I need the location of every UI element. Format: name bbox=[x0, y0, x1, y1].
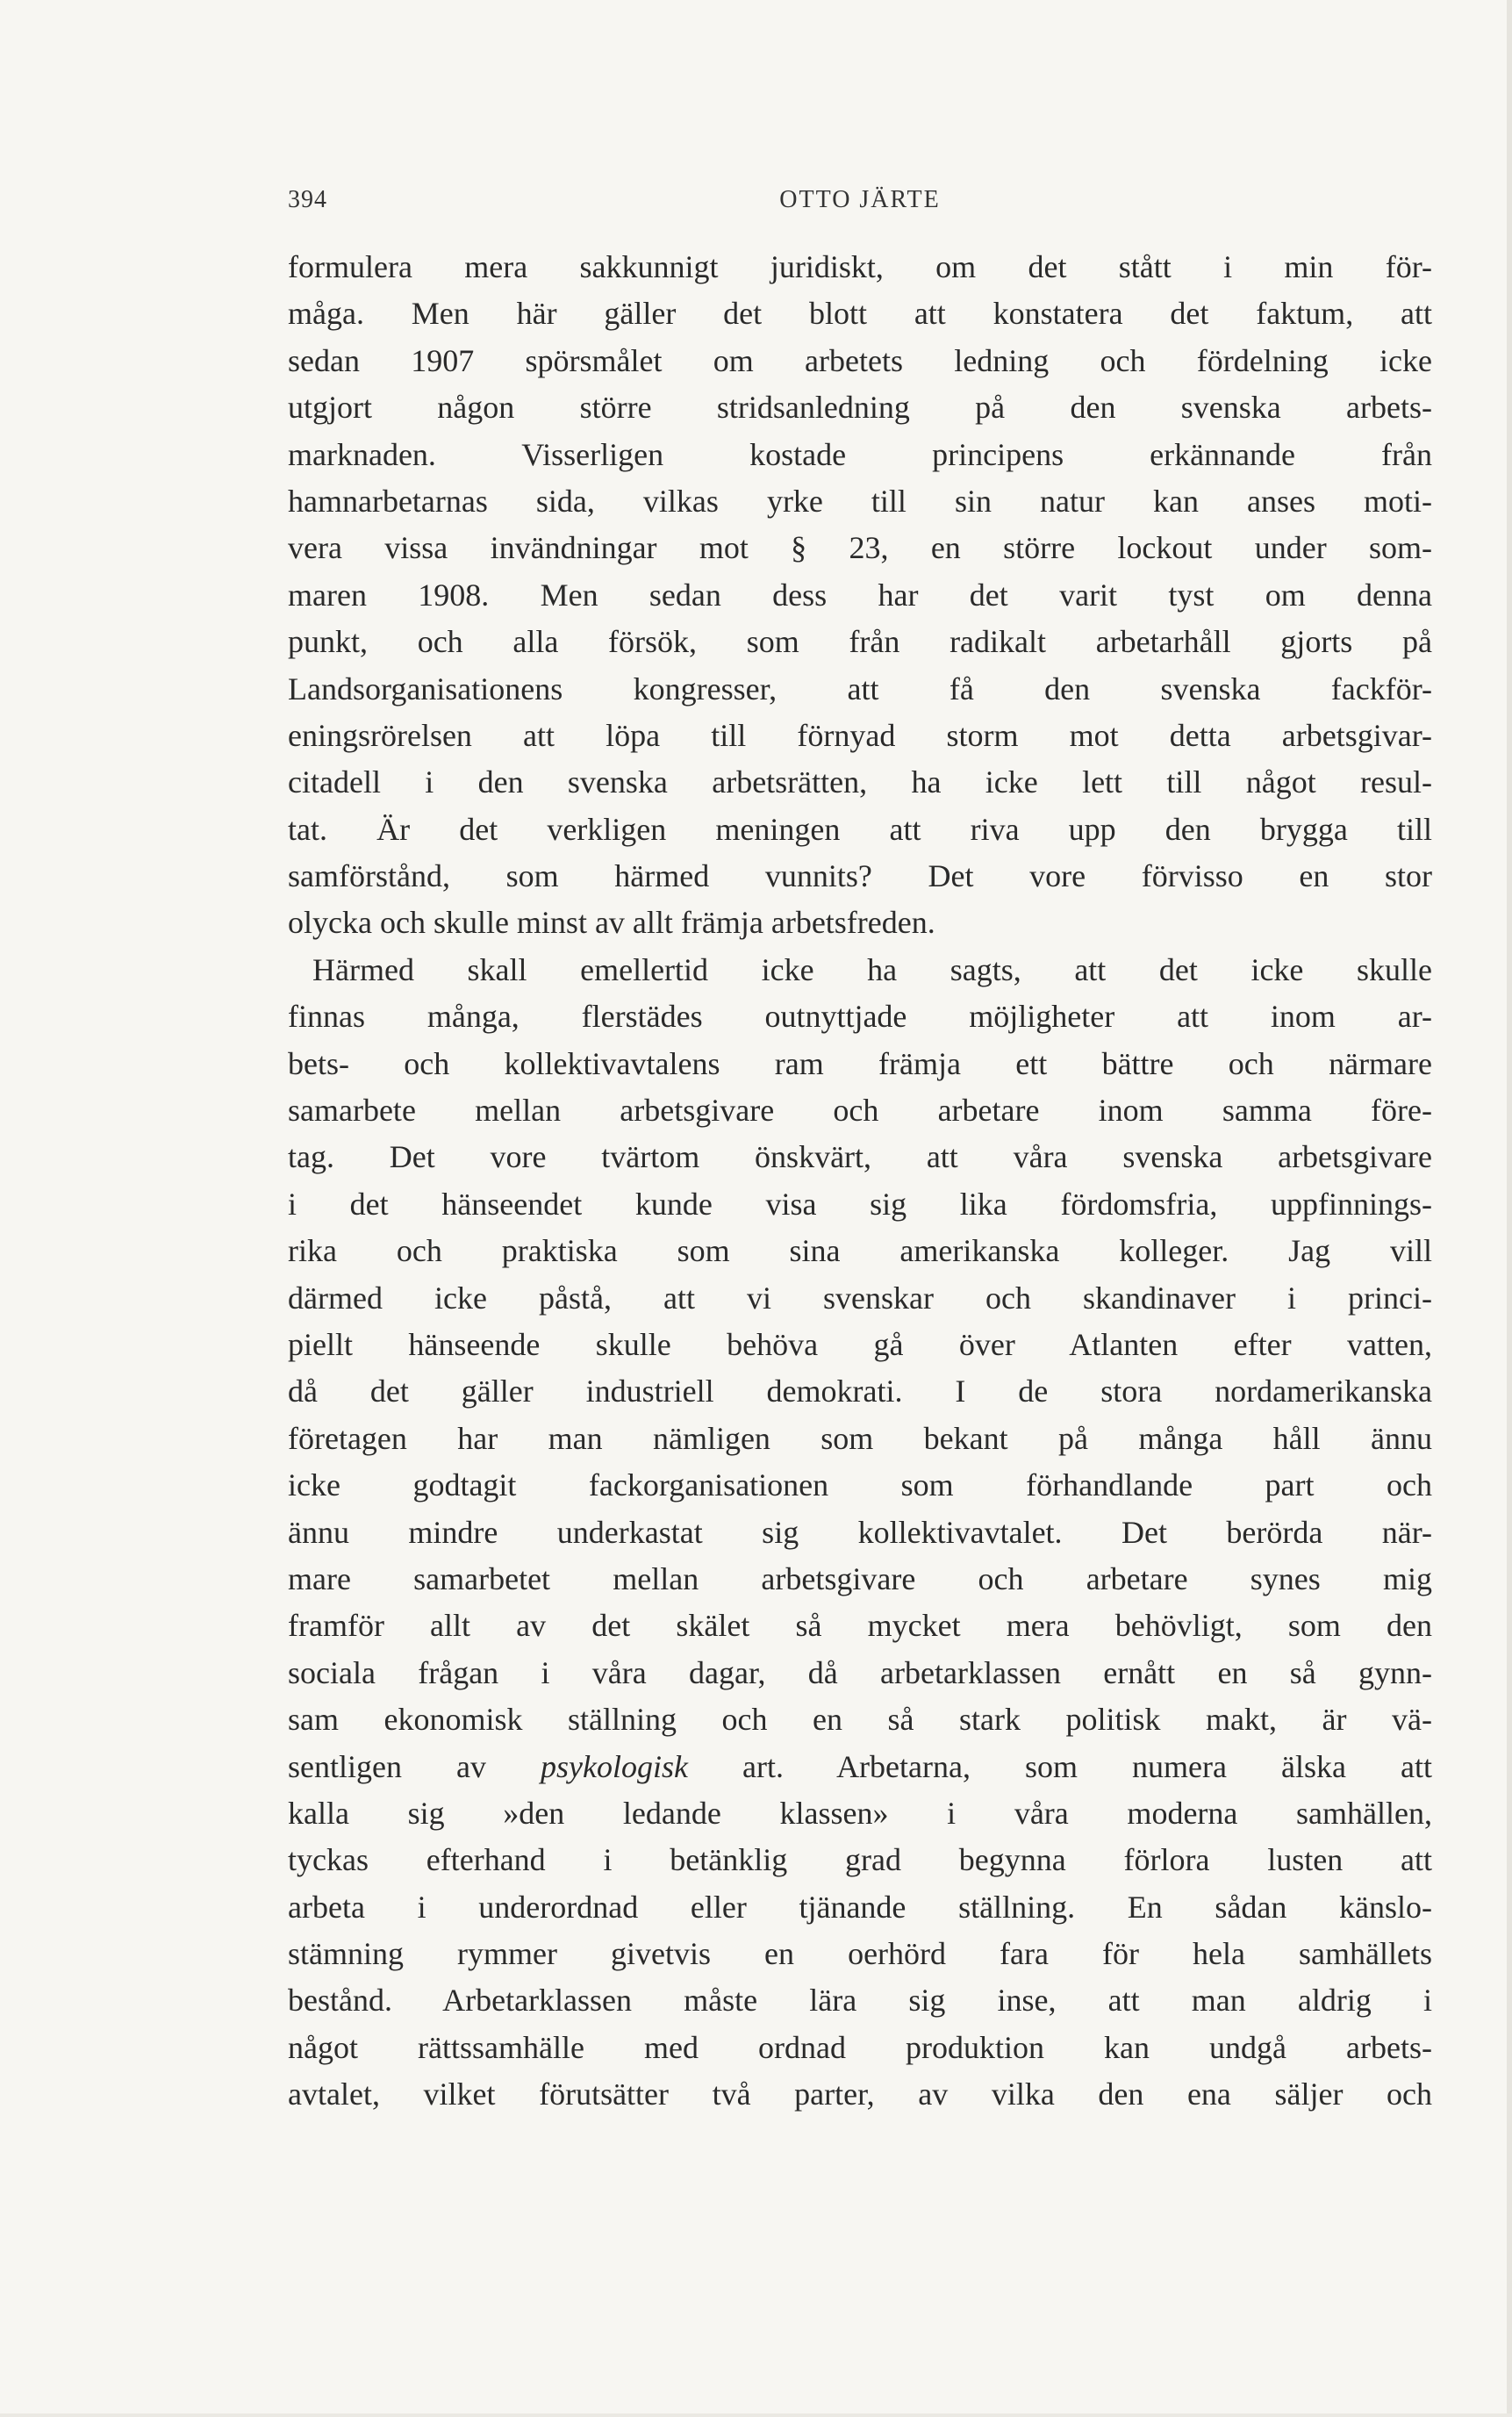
page-edge-shadow bbox=[1507, 0, 1512, 2417]
text-line: ännu mindre underkastat sig kollektivavtalet. Det berörda när- bbox=[288, 1514, 1432, 1550]
text-line: finnas många, flerstädes outnyttjade möjligheter att inom ar- bbox=[288, 999, 1432, 1035]
text-line: något rättssamhälle med ordnad produktion kan undgå arbets- bbox=[288, 2029, 1432, 2065]
text-line: sociala frågan i våra dagar, då arbetarklassen ernått en så gynn- bbox=[288, 1654, 1432, 1690]
text-line: måga. Men här gäller det blott att konstatera det faktum, att bbox=[288, 296, 1432, 332]
text-segment: art. Arbetarna, som numera älska att bbox=[742, 1748, 1433, 1784]
body-text bbox=[288, 244, 1432, 2119]
text-line: formulera mera sakkunnigt juridiskt, om det stått i min för- bbox=[288, 249, 1432, 284]
text-line: sedan 1907 spörsmålet om arbetets ledning och fördelning icke bbox=[288, 342, 1432, 378]
text-line: icke godtagit fackorganisationen som förhandlande part och bbox=[288, 1467, 1432, 1503]
text-line: citadell i den svenska arbetsrätten, ha icke lett till något resul- bbox=[288, 764, 1432, 800]
text-line: rika och praktiska som sina amerikanska kolleger. Jag vill bbox=[288, 1233, 1432, 1269]
text-line: framför allt av det skälet så mycket mera behövligt, som den bbox=[288, 1608, 1432, 1644]
text-line: företagen har man nämligen som bekant på många håll ännu bbox=[288, 1420, 1432, 1456]
text-line: Landsorganisationens kongresser, att få den svenska fackför- bbox=[288, 671, 1432, 706]
text-line: bestånd. Arbetarklassen måste lära sig inse, att man aldrig i bbox=[288, 1983, 1432, 2019]
text-line: samförstånd, som härmed vunnits? Det vore förvisso en stor bbox=[288, 858, 1432, 894]
page-header bbox=[288, 186, 1432, 221]
text-line: eningsrörelsen att löpa till förnyad storm mot detta arbetsgivar- bbox=[288, 717, 1432, 753]
text-line: tat. Är det verkligen meningen att riva upp den brygga till bbox=[288, 811, 1432, 847]
text-line: sam ekonomisk ställning och en så stark politisk makt, är vä- bbox=[288, 1702, 1432, 1738]
text-line: piellt hänseende skulle behöva gå över Atlanten efter vatten, bbox=[288, 1326, 1432, 1362]
text-line: utgjort någon större stridsanledning på den svenska arbets- bbox=[288, 390, 1432, 426]
text-line-with-italic bbox=[288, 1744, 1432, 1790]
text-line: kalla sig »den ledande klassen» i våra moderna samhällen, bbox=[288, 1795, 1432, 1831]
text-line: vera vissa invändningar mot § 23, en större lockout under som- bbox=[288, 530, 1432, 566]
text-line: i det hänseendet kunde visa sig lika fördomsfria, uppfinnings- bbox=[288, 1186, 1432, 1222]
running-head: OTTO JÄRTE bbox=[779, 186, 941, 213]
text-line: mare samarbetet mellan arbetsgivare och arbetare synes mig bbox=[288, 1560, 1432, 1596]
text-line: maren 1908. Men sedan dess har det varit tyst om denna bbox=[288, 577, 1432, 613]
text-line: arbeta i underordnad eller tjänande ställning. En sådan känslo- bbox=[288, 1889, 1432, 1925]
text-segment: sentligen av bbox=[288, 1748, 486, 1784]
text-line: tag. Det vore tvärtom önskvärt, att våra svenska arbetsgivare bbox=[288, 1139, 1432, 1175]
page-edge-bottom bbox=[0, 2413, 1512, 2417]
text-line: avtalet, vilket förutsätter två parter, av vilka den ena säljer och bbox=[288, 2076, 1432, 2112]
text-line-paragraph-start: Härmed skall emellertid icke ha sagts, att det icke skulle bbox=[312, 951, 1432, 987]
text-line-paragraph-end: olycka och skulle minst av allt främja arbetsfreden. bbox=[288, 905, 935, 941]
text-line: samarbete mellan arbetsgivare och arbetare inom samma före- bbox=[288, 1093, 1432, 1129]
text-line: marknaden. Visserligen kostade principens erkännande från bbox=[288, 436, 1432, 472]
text-line: tyckas efterhand i betänklig grad begynna förlora lusten att bbox=[288, 1842, 1432, 1878]
text-line: därmed icke påstå, att vi svenskar och skandinaver i princi- bbox=[288, 1280, 1432, 1316]
text-line: stämning rymmer givetvis en oerhörd fara för hela samhällets bbox=[288, 1936, 1432, 1972]
text-line: bets- och kollektivavtalens ram främja ett bättre och närmare bbox=[288, 1045, 1432, 1081]
text-line: då det gäller industriell demokrati. I de stora nordamerikanska bbox=[288, 1373, 1432, 1409]
page-number: 394 bbox=[288, 186, 327, 213]
italic-word: psykologisk bbox=[541, 1748, 688, 1784]
text-line: punkt, och alla försök, som från radikalt arbetarhåll gjorts på bbox=[288, 624, 1432, 660]
text-line: hamnarbetarnas sida, vilkas yrke till sin natur kan anses moti- bbox=[288, 483, 1432, 519]
